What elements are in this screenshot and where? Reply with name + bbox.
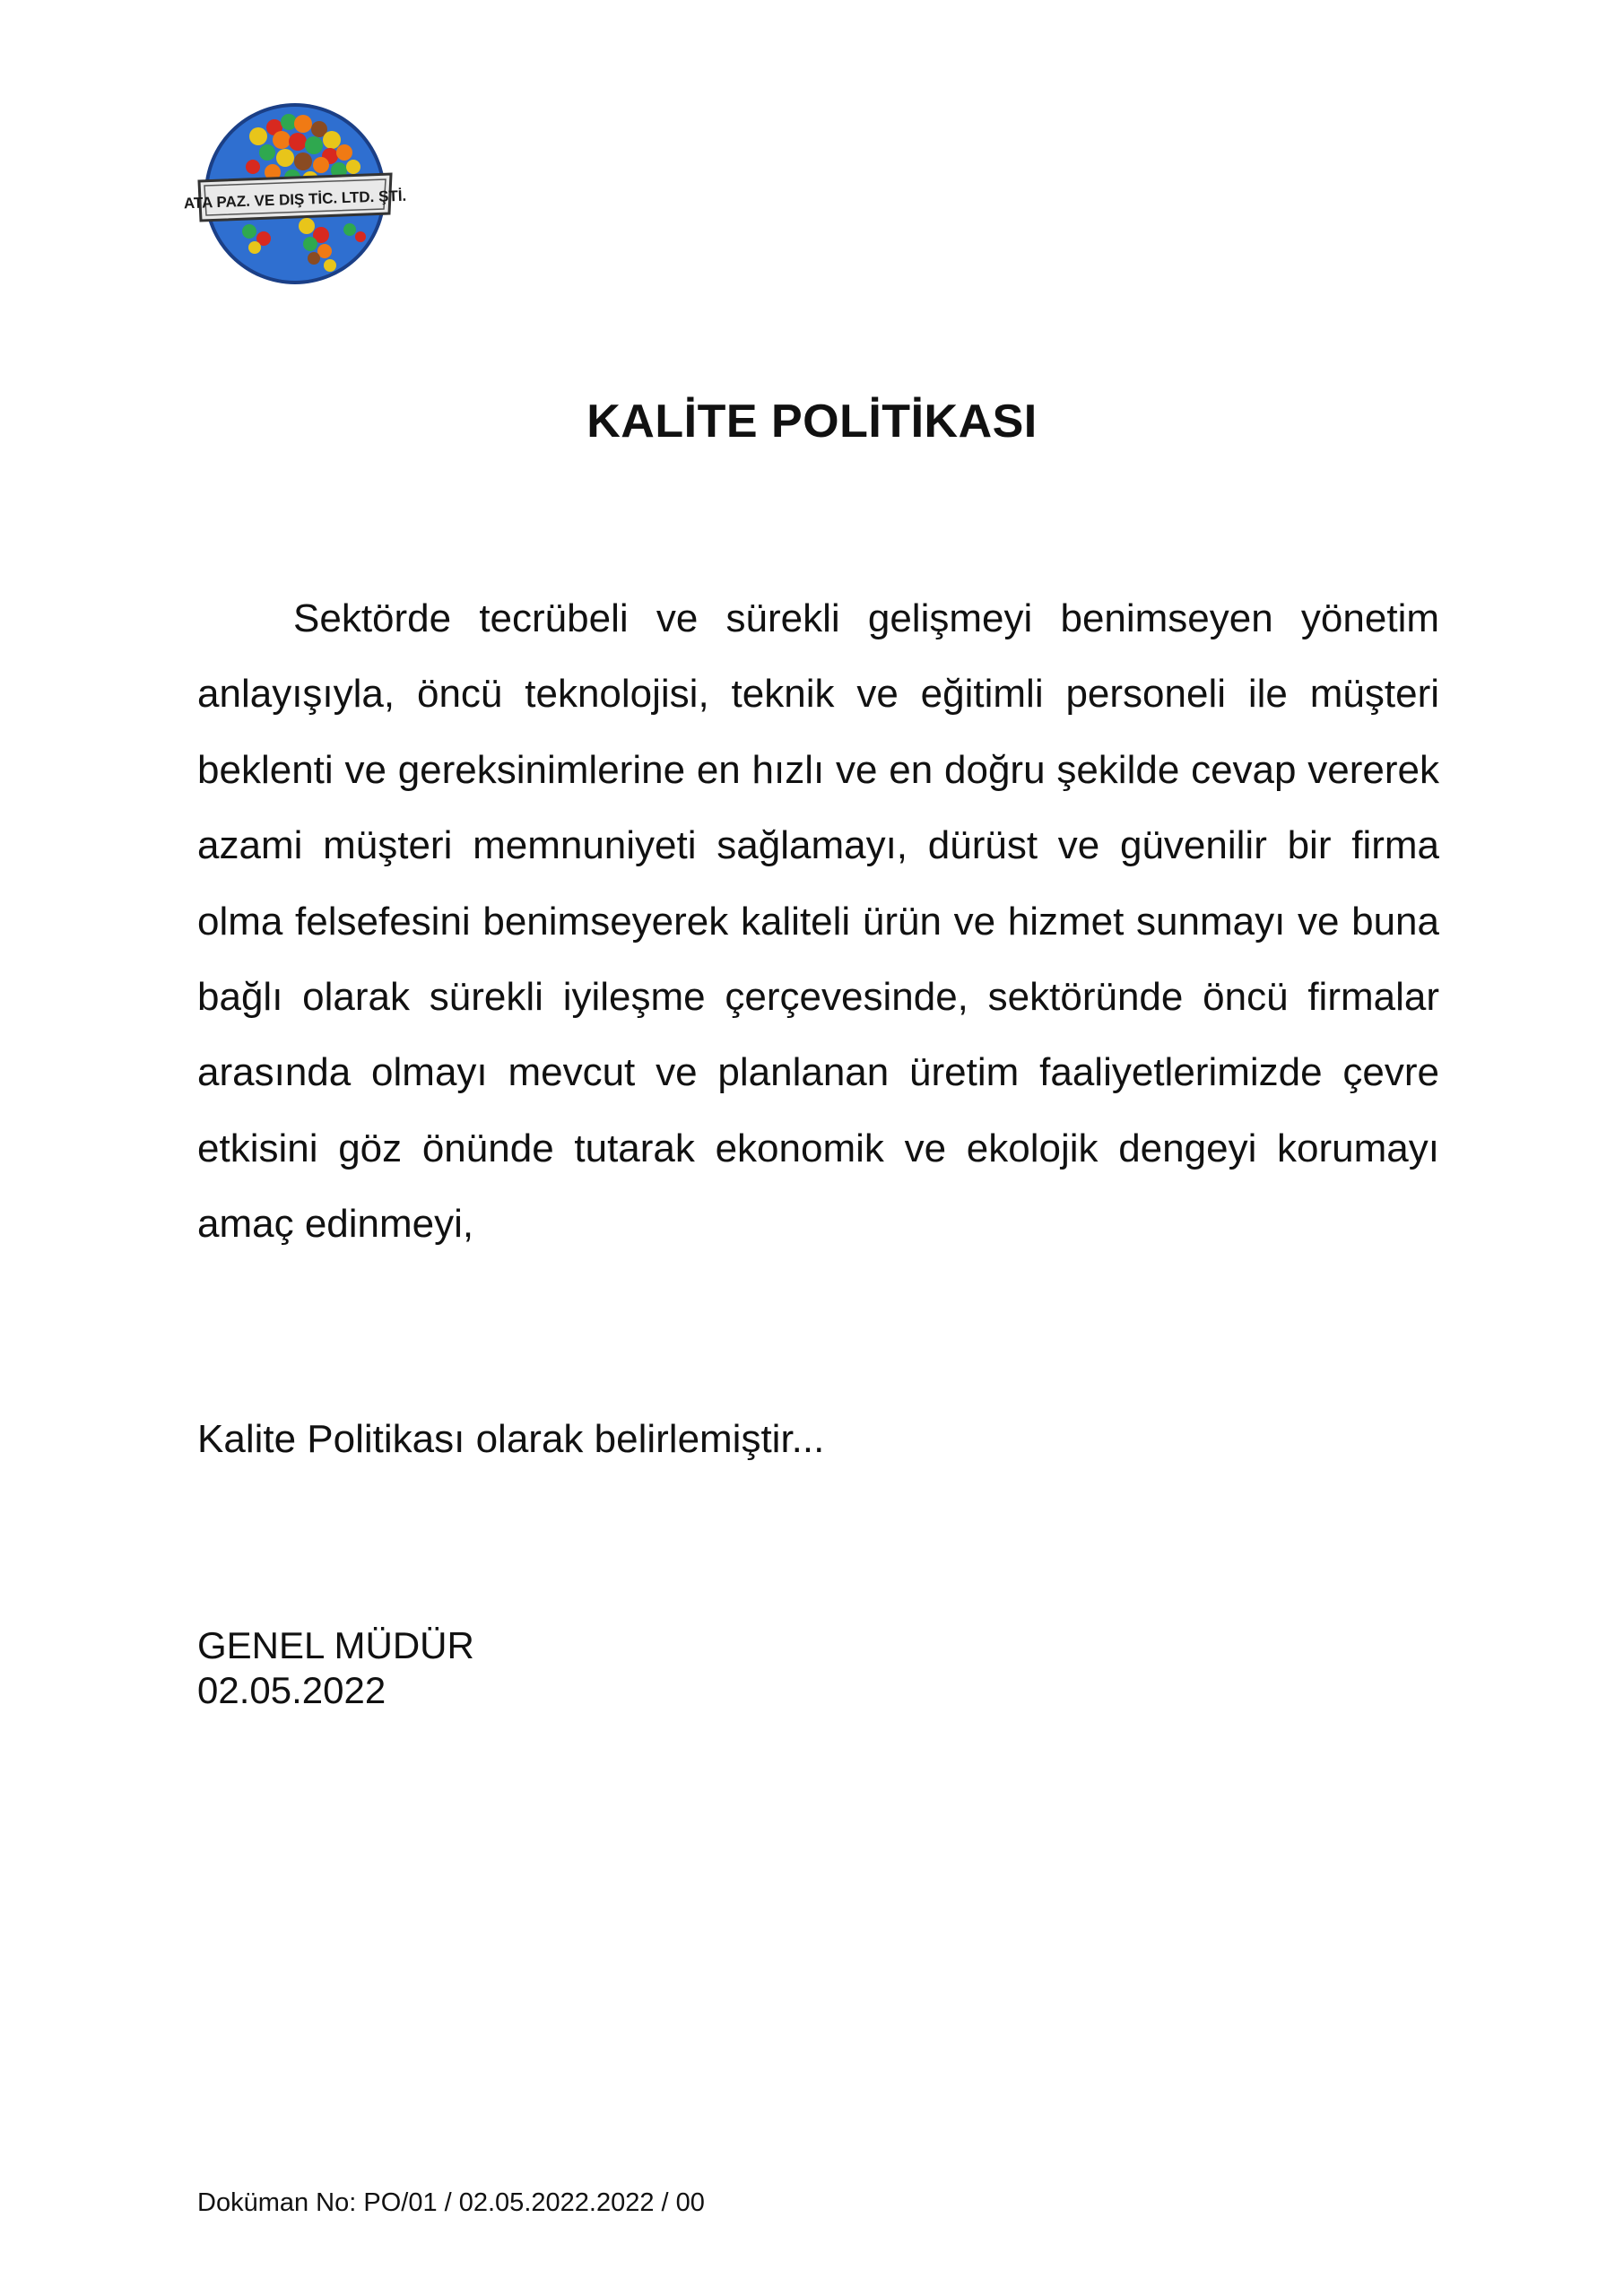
policy-paragraph: Sektörde tecrübeli ve sürekli gelişmeyi benimseyen yönetim anlayışıyla, öncü teknolojisi, teknik ve eğitimli personeli ile müşteri beklenti ve gereksinimlerine en hızlı ve en doğru şekilde cevap vererek azami müşteri memnuniyeti sağlamayı, dürüst ve güvenilir bir firma olma felsefesini benimseyerek kaliteli ürün ve hizmet sunmayı ve buna bağlı olarak sürekli iyileşme çerçevesinde, sektöründe öncü firmalar arasında olmayı mevcut ve planlanan üretim faaliyetlerimizde çevre etkisini göz önünde tutarak ekonomik ve ekolojik dengeyi korumayı amaç edinmeyi, bbox=[197, 596, 1439, 1247]
document-title: KALİTE POLİTİKASI bbox=[586, 396, 1038, 448]
signature-block bbox=[197, 1623, 474, 1713]
policy-conclusion: Kalite Politikası olarak belirlemiştir... bbox=[197, 1417, 825, 1461]
signature-role: GENEL MÜDÜR bbox=[197, 1624, 474, 1666]
logo-banner-text: ATA PAZ. VE DIŞ TİC. LTD. ŞTİ. bbox=[183, 187, 407, 213]
document-number-footer: Doküman No: PO/01 / 02.05.2022.2022 / 00 bbox=[197, 2188, 705, 2217]
globe-logo-icon bbox=[183, 100, 407, 287]
company-logo bbox=[183, 100, 407, 287]
signature-date: 02.05.2022 bbox=[197, 1669, 386, 1711]
